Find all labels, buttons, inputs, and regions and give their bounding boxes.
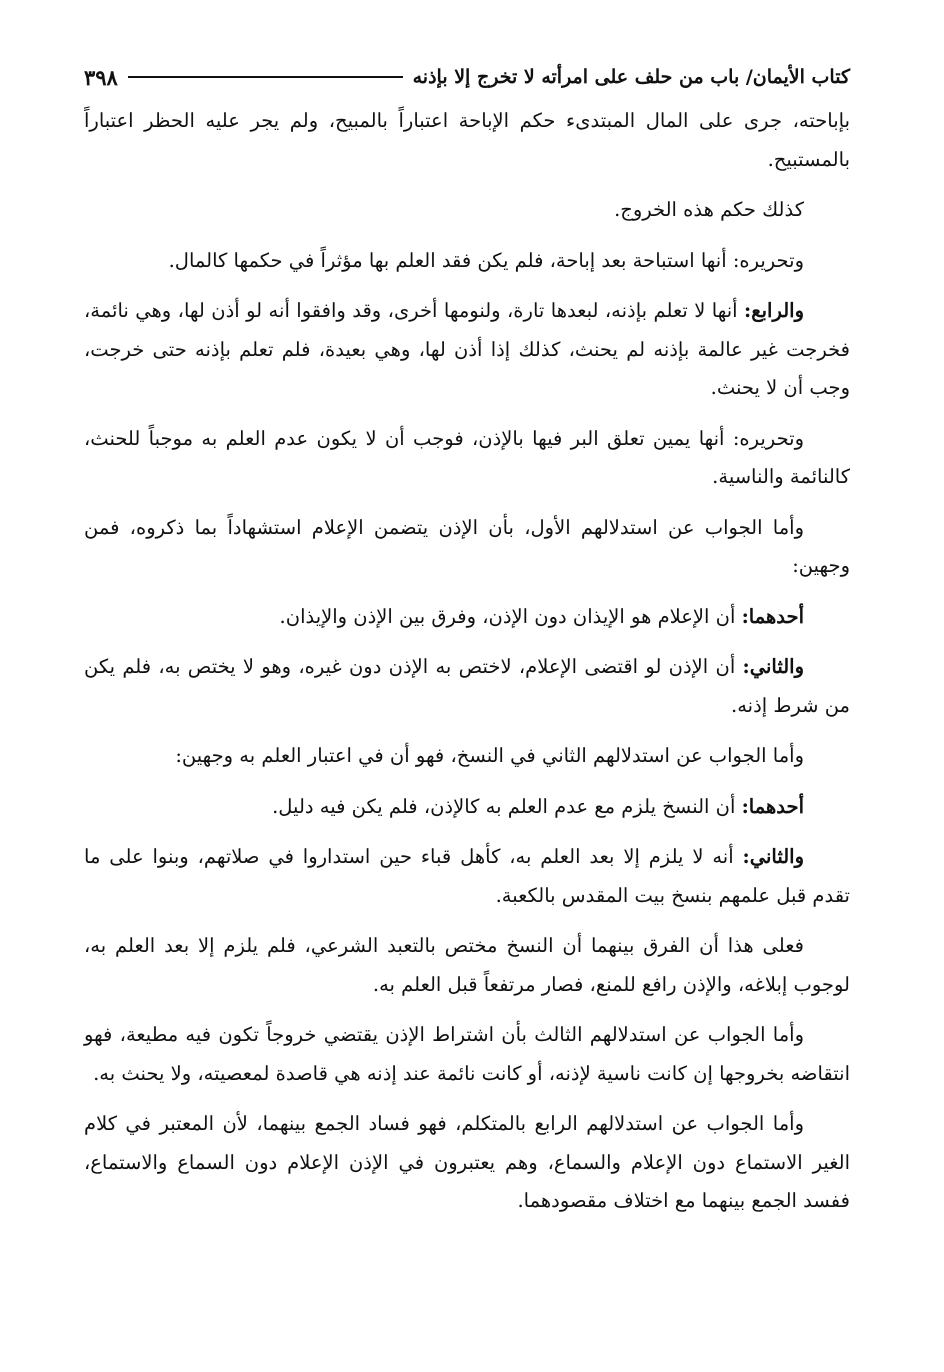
paragraph-lead: أحدهما: — [741, 794, 804, 818]
header-rule — [128, 76, 403, 78]
paragraph — [84, 648, 850, 725]
paragraph — [84, 838, 850, 915]
page — [84, 52, 850, 1233]
paragraph-text: فعلى هذا أن الفرق بينهما أن النسخ مختص بالتعبد الشرعي، فلم يلزم إلا بعد العلم به، لوجوب إبلاغه، والإذن رافع للمنع، فصار مرتفعاً قبل العلم به. — [84, 934, 850, 996]
paragraph — [84, 242, 850, 281]
paragraph-text: أن النسخ يلزم مع عدم العلم به كالإذن، فلم يكن فيه دليل. — [272, 794, 742, 818]
paragraph-lead: أحدهما: — [741, 604, 804, 628]
paragraph — [84, 191, 850, 230]
body-text — [84, 102, 850, 1221]
paragraph-text: وأما الجواب عن استدلالهم الثالث بأن اشتراط الإذن يقتضي خروجاً تكون فيه مطيعة، فهو انتقاضه بخروجها إن كانت ناسية لإذنه، أو كانت نائمة عند إذنه هي قاصدة لمعصيته، ولا يحنث به. — [84, 1023, 850, 1085]
paragraph-text: كذلك حكم هذه الخروج. — [614, 198, 804, 221]
paragraph — [84, 102, 850, 179]
paragraph-text: أنها لا تعلم بإذنه، لبعدها تارة، ولنومها أخرى، وقد وافقوا أنه لو أذن لها، وهي نائمة، فخرجت غير عالمة بإذنه لم يحنث، كذلك إذا أذن لها، وهي بعيدة، فلم تعلم بإذنه حتى خرجت، وجب أن لا يحنث. — [84, 299, 850, 399]
paragraph-lead: والرابع: — [744, 299, 804, 322]
paragraph-text: أن الإذن لو اقتضى الإعلام، لاختص به الإذن دون غيره، وهو لا يختص به، فلم يكن من شرط إذنه. — [84, 655, 850, 717]
paragraph-text: وتحريره: أنها يمين تعلق البر فيها بالإذن، فوجب أن لا يكون عدم العلم به موجباً للحنث، كالنائمة والناسية. — [84, 426, 850, 488]
paragraph — [84, 598, 850, 637]
paragraph — [84, 737, 850, 776]
paragraph — [84, 509, 850, 586]
paragraph — [84, 292, 850, 408]
paragraph-text: وأما الجواب عن استدلالهم الرابع بالمتكلم، فهو فساد الجمع بينهما، لأن المعتبر في كلام الغير الاستماع دون الإعلام والسماع، وهم يعتبرون في الإذن الإعلام دون السماع والاستماع، ففسد الجمع بينهما مع اختلاف مقصودهما. — [84, 1112, 850, 1212]
paragraph-lead: والثاني: — [742, 845, 804, 868]
paragraph-text: أن الإعلام هو الإيذان دون الإذن، وفرق بين الإذن والإيذان. — [279, 604, 742, 628]
paragraph — [84, 788, 850, 827]
paragraph-lead: والثاني: — [742, 655, 804, 678]
paragraph — [84, 927, 850, 1004]
paragraph-text: وتحريره: أنها استباحة بعد إباحة، فلم يكن فقد العلم بها مؤثراً في حكمها كالمال. — [168, 248, 804, 272]
page-number: ٣٩٨ — [84, 64, 118, 90]
paragraph — [84, 1105, 850, 1221]
paragraph-text: وأما الجواب عن استدلالهم الثاني في النسخ، فهو أن في اعتبار العلم به وجهين: — [175, 744, 804, 767]
chapter-title: كتاب الأيمان/ باب من حلف على امرأته لا تخرج إلا بإذنه — [412, 66, 850, 88]
paragraph-text: أنه لا يلزم إلا بعد العلم به، كأهل قباء حين استداروا في صلاتهم، وبنوا على ما تقدم قبل علمهم بنسخ بيت المقدس بالكعبة. — [84, 845, 850, 907]
paragraph — [84, 1016, 850, 1093]
paragraph-text: وأما الجواب عن استدلالهم الأول، بأن الإذن يتضمن الإعلام استشهاداً بما ذكروه، فمن وجهين: — [84, 515, 850, 577]
running-header — [84, 52, 850, 102]
paragraph-text: بإباحته، جرى على المال المبتدىء حكم الإباحة اعتباراً بالمبيح، ولم يجر عليه الحظر اعتباراً بالمستبيح. — [84, 109, 850, 171]
paragraph — [84, 420, 850, 497]
